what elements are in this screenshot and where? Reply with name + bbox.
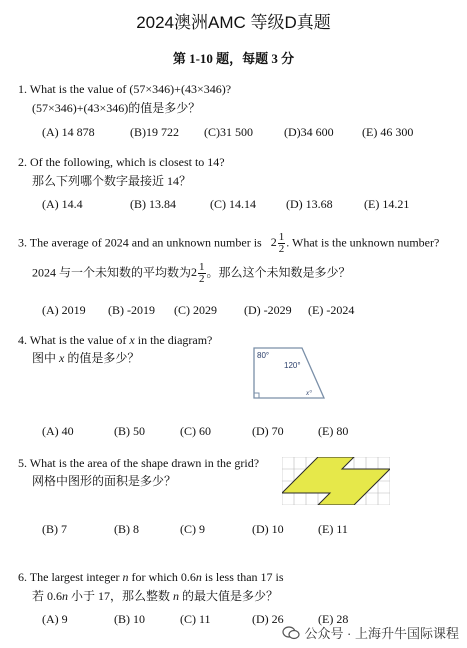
question-2-option-e: (E) 14.21 [364,197,410,211]
question-3-en-pre: 3. The average of 2024 and an unknown number is [18,235,262,250]
variable-x: x [59,351,65,365]
fraction-denominator: 2 [278,243,285,255]
quadrilateral-diagram [250,345,330,401]
wechat-icon [282,626,300,640]
mixed-number [270,231,287,255]
question-5-option-b: (B) 8 [114,522,139,536]
mixed-number-whole: 2 [270,235,277,250]
question-5-en: 5. What is the area of the shape drawn in the grid? [18,456,260,470]
watermark-text: 公众号 · 上海升牛国际课程 [304,626,459,641]
angle-120-label: 120° [284,361,301,370]
page-title: 2024澳洲AMC 等级D真题 [136,13,331,32]
question-3-option-c: (C) 2029 [174,303,217,317]
question-4-zh [32,349,139,366]
variable-n: n [62,589,69,603]
question-2-en: 2. Of the following, which is closest to 14? [18,155,225,169]
fraction-numerator: 1 [199,261,205,273]
question-6-option-b: (B) 10 [114,612,145,626]
question-6-en-pre: 6. The largest integer [18,570,120,584]
question-5-option-d: (D) 10 [252,522,284,536]
question-3-option-d: (D) -2029 [244,303,292,317]
section-subtitle: 第 1-10 题，每题 3 分 [172,51,295,66]
fraction-numerator: 1 [278,231,285,243]
variable-n: n [173,589,180,603]
question-6-zh [32,587,278,604]
question-5-option-e: (E) 11 [318,522,348,536]
angle-80-label: 80° [257,351,270,360]
question-3-zh-post: 。那么这个未知数是多少？ [206,265,351,280]
question-3-zh-pre: 2024 与一个未知数的平均数为 [32,265,192,280]
question-4-option-e: (E) 80 [318,424,349,438]
question-1-option-d: (D)34 600 [284,125,334,139]
question-6-option-a: (A) 9 [42,612,68,626]
question-2-zh: 那么下列哪个数字最接近 14？ [32,174,192,188]
grid-shape-diagram [282,457,390,505]
question-6-zh-mid: 小于 17，那么整数 [71,589,171,603]
question-4-en [18,333,212,348]
question-1-option-e: (E) 46 300 [362,125,414,139]
question-1-option-b: (B)19 722 [130,125,179,139]
question-1-en: 1. What is the value of (57×346)+(43×346)? [18,82,232,96]
fraction [198,262,206,285]
question-6-option-e: (E) 28 [318,612,349,626]
question-3-en-post: . What is the unknown number? [286,235,440,250]
question-3-option-e: (E) -2024 [308,303,355,317]
question-6-option-d: (D) 26 [252,612,284,626]
question-6-zh-post: 的最大值是多少？ [182,589,279,603]
mixed-number-zh [191,261,207,285]
question-3-option-b: (B) -2019 [108,303,155,317]
question-3-zh [32,262,351,285]
question-5-option-c: (C) 9 [180,522,205,536]
question-3-option-a: (A) 2019 [42,303,86,317]
variable-n: n [122,570,129,584]
question-5-zh: 网格中图形的面积是多少？ [32,474,177,488]
fraction-denominator: 2 [199,273,205,285]
question-3-en [18,232,439,255]
question-6-option-c: (C) 11 [180,612,211,626]
angle-x-label: x° [306,389,312,397]
shaded-shape [282,457,390,505]
question-4-en-post: in the diagram? [137,333,213,347]
question-4-zh-pre: 图中 [32,351,57,365]
watermark [282,623,459,642]
question-2-option-c: (C) 14.14 [210,197,256,211]
question-6-en-post: is less than 17 is [204,570,284,584]
question-6-en [18,570,284,585]
mixed-number-whole: 2 [191,265,198,280]
question-6-en-mid: for which 0.6 [131,570,196,584]
question-2-option-d: (D) 13.68 [286,197,333,211]
question-2-option-b: (B) 13.84 [130,197,176,211]
question-6-zh-pre: 若 0.6 [32,589,63,603]
variable-n: n [195,570,202,584]
question-4-option-c: (C) 60 [180,424,211,438]
question-4-option-d: (D) 70 [252,424,284,438]
question-4-option-a: (A) 40 [42,424,74,438]
question-4-option-b: (B) 50 [114,424,145,438]
question-2-option-a: (A) 14.4 [42,197,83,211]
variable-x: x [129,333,135,347]
question-4-zh-post: 的值是多少？ [67,351,140,365]
fraction [278,232,286,255]
question-1-zh: (57×346)+(43×346)的值是多少？ [32,101,201,115]
question-1-option-c: (C)31 500 [204,125,253,139]
question-4-en-pre: 4. What is the value of [18,333,127,347]
question-1-option-a: (A) 14 878 [42,125,95,139]
question-5-option-a: (B) 7 [42,522,67,536]
